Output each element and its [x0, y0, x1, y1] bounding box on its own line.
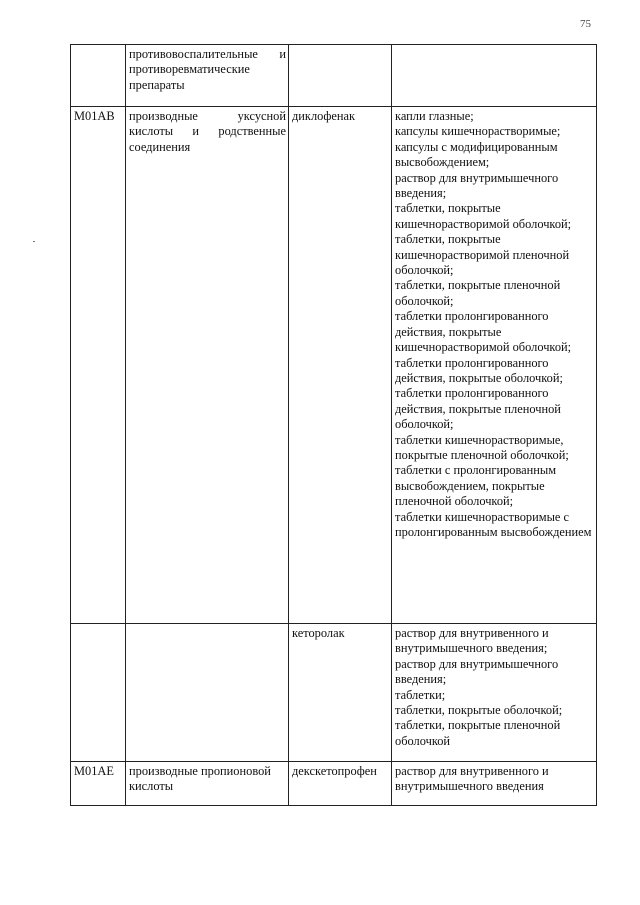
group-name-cell: противовоспалительные и противоревматические препараты [126, 45, 289, 107]
dosage-form: таблетки, покрытые кишечнорастворимой пленочной оболочкой; [395, 232, 570, 278]
group-name-cell [126, 624, 289, 762]
table-row [71, 624, 597, 762]
group-name-cell: производные уксусной кислоты и родственные соединения [126, 107, 289, 624]
dosage-form: таблетки, покрытые пленочной оболочкой [395, 718, 561, 748]
dosage-form: таблетки, покрытые пленочной оболочкой; [395, 278, 561, 308]
dosage-form: таблетки; [395, 687, 446, 702]
dosage-forms-cell [392, 107, 597, 624]
dosage-form: таблетки, покрытые оболочкой; [395, 703, 563, 718]
drug-name-cell: кеторолак [289, 624, 392, 762]
table-row [71, 107, 597, 624]
dosage-form: раствор для внутривенного и внутримышечного введения [395, 764, 549, 794]
page-number: 75 [580, 18, 591, 30]
drug-name-cell: диклофенак [289, 107, 392, 624]
dosage-form: таблетки кишечнорастворимые с пролонгированным высвобождением [395, 509, 592, 539]
drug-table [70, 44, 597, 806]
dosage-form: капсулы с модифицированным высвобождением; [395, 139, 558, 170]
atc-code-cell: M01AB [71, 107, 126, 624]
dosage-form: таблетки пролонгированного действия, покрытые оболочкой; [395, 355, 563, 385]
scan-speck [33, 241, 35, 242]
dosage-form: таблетки с пролонгированным высвобождением, покрытые пленочной оболочкой; [395, 463, 557, 509]
dosage-form: раствор для внутримышечного введения; [395, 656, 559, 687]
dosage-forms-cell [392, 762, 597, 806]
dosage-form: капсулы кишечнорастворимые; [395, 124, 561, 139]
dosage-form: таблетки пролонгированного действия, покрытые кишечнорастворимой оболочкой; [395, 309, 572, 355]
drug-name-cell [289, 45, 392, 107]
atc-code-cell [71, 45, 126, 107]
dosage-form: капли глазные; [395, 109, 474, 123]
group-name-cell: производные пропионовой кислоты [126, 762, 289, 806]
drug-name-cell: декскетопрофен [289, 762, 392, 806]
table-row [71, 762, 597, 806]
dosage-form: таблетки пролонгированного действия, покрытые пленочной оболочкой; [395, 386, 561, 432]
atc-code-cell: M01AE [71, 762, 126, 806]
table-row [71, 45, 597, 107]
atc-code-cell [71, 624, 126, 762]
dosage-form: раствор для внутримышечного введения; [395, 170, 559, 201]
dosage-form: таблетки кишечнорастворимые, покрытые пленочной оболочкой; [395, 432, 569, 462]
dosage-forms-cell [392, 45, 597, 107]
dosage-form: таблетки, покрытые кишечнорастворимой оболочкой; [395, 201, 572, 231]
dosage-form: раствор для внутривенного и внутримышечного введения; [395, 626, 549, 656]
dosage-forms-cell [392, 624, 597, 762]
